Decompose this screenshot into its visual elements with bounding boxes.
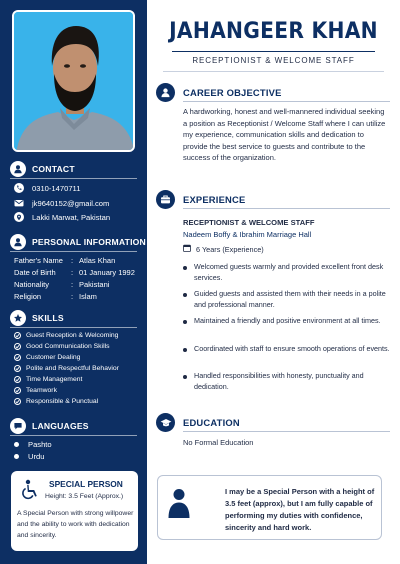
user-icon xyxy=(10,161,26,177)
languages-heading xyxy=(10,418,89,434)
divider xyxy=(10,251,137,252)
special-title: SPECIAL PERSON xyxy=(49,479,123,489)
experience-duration xyxy=(183,244,264,254)
skill-label: Polite and Respectful Behavior xyxy=(26,365,119,372)
contact-location xyxy=(14,212,110,222)
education-heading xyxy=(156,413,240,432)
briefcase-icon xyxy=(156,190,175,209)
person-icon xyxy=(168,488,190,518)
phone-icon xyxy=(14,183,24,193)
duty-text: Guided guests and assisted them with their needs in a polite and professional manner. xyxy=(194,289,386,309)
bullet xyxy=(183,266,187,270)
language-label: Urdu xyxy=(28,452,45,461)
candidate-name: JAHANGEER KHAN xyxy=(169,18,378,44)
skill-label: Customer Dealing xyxy=(26,354,81,361)
check-icon xyxy=(14,354,21,361)
skills-title: SKILLS xyxy=(32,313,64,323)
language-item xyxy=(14,440,52,449)
wheelchair-icon xyxy=(19,479,41,506)
skill-item xyxy=(14,343,109,350)
skill-item xyxy=(14,354,80,361)
duty-item xyxy=(183,371,390,392)
special-person-card xyxy=(11,471,138,551)
bullet xyxy=(183,348,187,352)
special-description: A Special Person with strong willpower and the ability to work with dedication and sincerity. xyxy=(17,510,134,539)
skill-item xyxy=(14,376,82,383)
info-value: 01 January 1992 xyxy=(79,268,135,277)
skills-heading xyxy=(10,310,64,326)
check-icon xyxy=(14,332,21,339)
sidebar xyxy=(0,0,147,564)
divider xyxy=(10,178,137,179)
skill-item xyxy=(14,398,98,405)
divider xyxy=(172,51,375,52)
skill-label: Responsible & Punctual xyxy=(26,398,99,405)
info-key: Father's Name xyxy=(14,256,63,265)
bullet xyxy=(183,320,187,324)
user-icon xyxy=(156,83,175,102)
info-colon: : xyxy=(71,256,74,265)
divider xyxy=(183,431,390,432)
language-label: Pashto xyxy=(28,440,52,449)
divider xyxy=(10,435,137,436)
calendar-icon xyxy=(183,244,191,254)
chat-icon xyxy=(10,418,26,434)
info-colon: : xyxy=(71,280,74,289)
experience-years: 6 Years (Experience) xyxy=(196,244,264,254)
check-icon xyxy=(14,376,21,383)
info-value: Islam xyxy=(79,292,97,301)
phone-text: 0310-1470711 xyxy=(32,183,81,193)
skill-label: Good Communication Skills xyxy=(26,343,110,350)
education-title: EDUCATION xyxy=(183,417,240,428)
email-icon xyxy=(14,198,24,208)
personal-info-heading xyxy=(10,234,146,250)
info-key: Nationality xyxy=(14,280,50,289)
experience-company: Nadeem Boffy & Ibrahim Marriage Hall xyxy=(183,230,312,239)
info-key: Date of Birth xyxy=(14,268,56,277)
education-text: No Formal Education xyxy=(183,438,254,447)
info-colon: : xyxy=(71,268,74,277)
languages-title: LANGUAGES xyxy=(32,421,89,431)
contact-heading xyxy=(10,161,75,177)
main-content xyxy=(147,0,400,564)
check-icon xyxy=(14,365,21,372)
bullet xyxy=(14,454,19,459)
contact-title: CONTACT xyxy=(32,164,75,174)
bullet xyxy=(183,293,187,297)
skill-label: Teamwork xyxy=(26,387,57,394)
duty-item xyxy=(183,289,390,310)
personal-info-title: PERSONAL INFORMATION xyxy=(32,237,146,247)
career-objective-title: CAREER OBJECTIVE xyxy=(183,87,282,98)
divider xyxy=(163,71,384,72)
info-colon: : xyxy=(71,292,74,301)
profile-photo xyxy=(12,10,135,152)
experience-heading xyxy=(156,190,245,209)
location-text: Lakki Marwat, Pakistan xyxy=(32,212,111,222)
email-text: jk9640152@gmail.com xyxy=(32,198,110,208)
career-objective-heading xyxy=(156,83,282,102)
experience-role: RECEPTIONIST & WELCOME STAFF xyxy=(183,218,315,227)
statement-card xyxy=(157,475,382,540)
bullet xyxy=(183,375,187,379)
id-card-icon xyxy=(10,234,26,250)
duty-text: Handled responsibilities with honesty, punctuality and dedication. xyxy=(194,371,364,391)
info-value: Atlas Khan xyxy=(79,256,116,265)
info-key: Religion xyxy=(14,292,42,301)
contact-email[interactable] xyxy=(14,198,109,208)
language-item xyxy=(14,452,44,461)
duty-item xyxy=(183,344,390,355)
skill-item xyxy=(14,332,118,339)
bullet xyxy=(14,442,19,447)
skill-label: Guest Reception & Welcoming xyxy=(26,332,119,339)
star-icon xyxy=(10,310,26,326)
skill-item xyxy=(14,365,119,372)
check-icon xyxy=(14,343,21,350)
skill-item xyxy=(14,387,57,394)
divider xyxy=(183,208,390,209)
career-objective-text: A hardworking, honest and well-mannered individual seeking a position as Receptionist / Welcome Staff where I can utilize my experience, communication skills and dedication to provide the best service to guests and contribute to the success of the organization. xyxy=(183,107,386,162)
divider xyxy=(183,101,390,102)
duty-text: Maintained a friendly and positive environment at all times. xyxy=(194,316,381,325)
duty-text: Coordinated with staff to ensure smooth operations of events. xyxy=(194,344,390,353)
divider xyxy=(10,327,137,328)
job-title: RECEPTIONIST & WELCOME STAFF xyxy=(192,56,355,65)
special-height: Height: 3.5 Feet (Approx.) xyxy=(45,493,124,500)
contact-phone[interactable] xyxy=(14,183,80,193)
check-icon xyxy=(14,398,21,405)
statement-text: I may be a Special Person with a height of 3.5 feet (approx), but I am fully capable of performing my duties with confidence, sincerity and hard work. xyxy=(225,487,375,532)
check-icon xyxy=(14,387,21,394)
duty-item xyxy=(183,262,390,283)
duty-item xyxy=(183,316,390,327)
graduation-cap-icon xyxy=(156,413,175,432)
info-value: Pakistani xyxy=(79,280,110,289)
skill-label: Time Management xyxy=(26,376,83,383)
duty-text: Welcomed guests warmly and provided excellent front desk services. xyxy=(194,262,384,282)
experience-title: EXPERIENCE xyxy=(183,194,246,205)
location-icon xyxy=(14,212,24,222)
